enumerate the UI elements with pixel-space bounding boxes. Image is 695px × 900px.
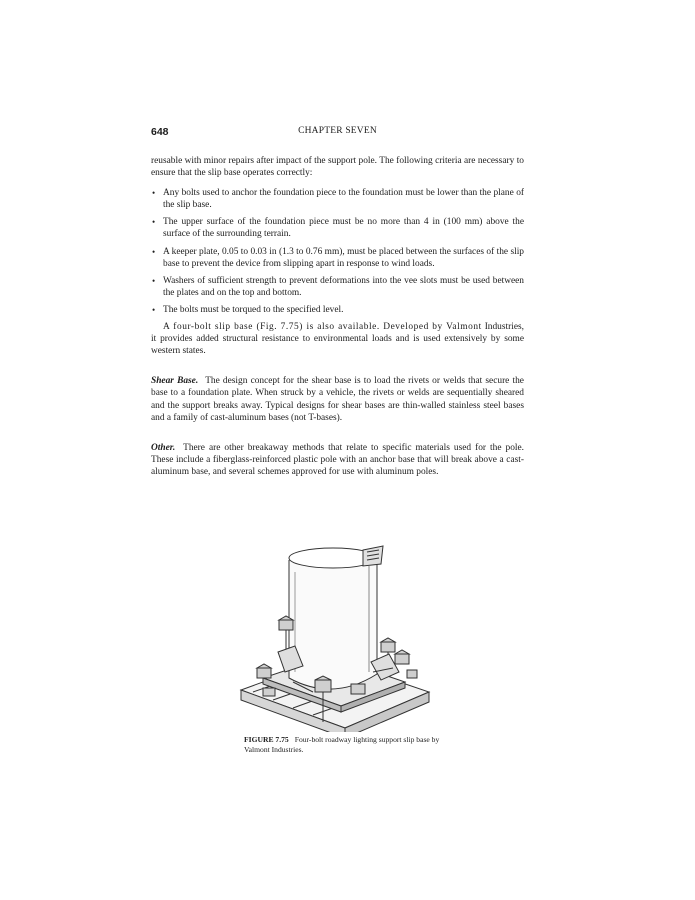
other-heading: Other.	[151, 442, 176, 453]
list-item: • Washers of sufficient strength to prevent deformations into the vee slots must be used between the plates and on the top and bottom.	[152, 275, 524, 298]
body-text	[151, 155, 524, 478]
shear-base-heading: Shear Base.	[151, 376, 199, 387]
criteria-list	[151, 187, 524, 316]
list-item: • The upper surface of the foundation piece must be no more than 4 in (100 mm) above the surface of the surrounding terrain.	[152, 217, 524, 240]
figure-label: FIGURE 7.75	[244, 735, 289, 744]
list-item: • A keeper plate, 0.05 to 0.03 in (1.3 to 0.76 mm), must be placed between the surfaces of the slip base to prevent the device from slipping apart in response to wind loads.	[152, 246, 524, 269]
page-header	[151, 126, 524, 140]
shear-base-text: The design concept for the shear base is to load the rivets or welds that secure the base to a foundation plate. When struck by a vehicle, the rivets or welds are sequentially sheared and the support breaks away. Typical designs for shear bases are thin-walled stainless steel bases and a family of cast-aluminum bases (not T-bases).	[151, 376, 524, 423]
bullet-icon: •	[152, 275, 156, 286]
slip-base-illustration	[233, 542, 433, 732]
figure-caption-text: Four-bolt roadway lighting support slip base by Valmont Industries.	[244, 735, 440, 754]
figure-caption	[244, 735, 444, 755]
bullet-icon: •	[152, 304, 156, 315]
slip-base-figure	[233, 542, 433, 732]
four-bolt-paragraph: A four-bolt slip base (Fig. 7.75) is also available. Developed by Valmont Industries, it provides added structural resistance to environmental loads and is used extensively by some western states.	[151, 322, 525, 357]
chapter-title: CHAPTER SEVEN	[298, 126, 377, 136]
bullet-icon: •	[152, 246, 156, 257]
bullet-icon: •	[152, 188, 156, 199]
page-number: 648	[151, 126, 169, 138]
shear-base-section	[151, 375, 524, 423]
list-item: • Any bolts used to anchor the foundation piece to the foundation must be lower than the plane of the slip base.	[152, 188, 524, 211]
bullet-icon: •	[152, 217, 156, 228]
list-item: • The bolts must be torqued to the specified level.	[152, 304, 344, 315]
other-section	[151, 442, 524, 478]
other-text: There are other breakaway methods that relate to specific materials used for the pole. These include a fiberglass-reinforced plastic pole with an anchor base that will break above a cast-aluminum base, and several schemes approved for use with aluminum poles.	[151, 442, 524, 477]
intro-paragraph: reusable with minor repairs after impact of the support pole. The following criteria are necessary to ensure that the slip base operates correctly:	[151, 156, 524, 179]
